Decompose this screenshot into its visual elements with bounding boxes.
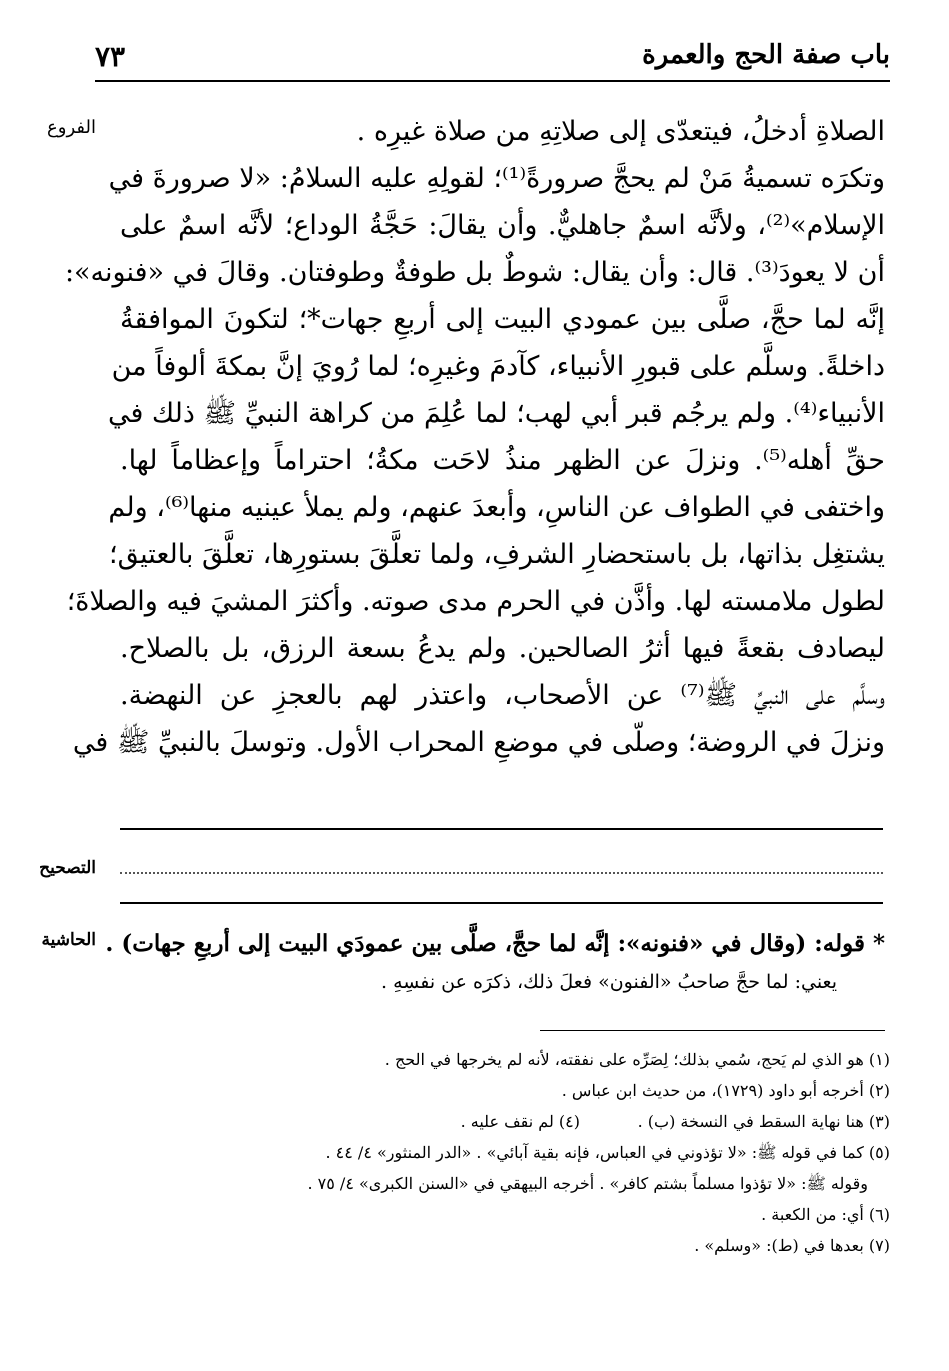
running-header	[95, 38, 890, 78]
footnotes	[120, 1044, 890, 1261]
footnote: (٧) بعدها في (ط): «وسلم» .	[694, 1236, 890, 1255]
hashiya-section	[105, 924, 885, 1000]
main-line: داخلةً. وسلَّم على قبورِ الأنبياء، كآدمَ وغيرِه؛ لما رُويَ إنَّ بمكةَ ألوفاً من	[111, 351, 885, 382]
label-hashiya: الحاشية	[41, 930, 96, 950]
chapter-title: باب صفة الحج والعمرة	[642, 40, 890, 70]
main-line: الإسلام»⁽²⁾، ولأنَّه اسمٌ جاهليٌّ. وأن يقالَ: حَجَّةُ الوداع؛ لأنَّه اسمٌ على	[120, 210, 885, 241]
main-line: وسلَّم على النبيِّ ﷺ⁽⁷⁾ عن الأصحاب، واعتذر لهم بالعجزِ عن النهضة.	[120, 680, 885, 711]
main-line: الصلاةِ أدخلُ، فيتعدّى إلى صلاتِهِ من صلاة غيرِه .	[356, 116, 885, 147]
main-line: إنَّه لما حجَّ، صلَّى بين عمودي البيت إلى أربعِ جهات*؛ لتكونَ الموافقةُ	[120, 304, 885, 335]
main-line: الأنبياء⁽⁴⁾. ولم يرجُم قبر أبي لهب؛ لما عُلِمَ من كراهة النبيِّ ﷺ ذلك في	[107, 398, 885, 429]
label-tashih: التصحيح	[39, 858, 96, 878]
footnote-pair	[120, 1106, 890, 1137]
main-line: ونزلَ في الروضة؛ وصلّى في موضعِ المحراب الأول. وتوسلَ بالنبيِّ ﷺ في	[72, 727, 885, 758]
footnote-divider	[540, 1030, 885, 1031]
footnote: (١) هو الذي لم يَحج، سُمي بذلك؛ لِصَرِّه على نفقته، لأنه لم يخرجها في الحج .	[384, 1050, 890, 1069]
main-line: يشتغِل بذاتها، بل باستحضارِ الشرفِ، ولما تعلَّقَ بستورِها، تعلَّقَ بالعتيق؛	[109, 539, 885, 570]
hashiya-comment: يعني: لما حجَّ صاحبُ «الفنون» فعلَ ذلك، ذكرَه عن نفسِهِ .	[381, 971, 837, 993]
footnote: (٢) أخرجه أبو داود (١٧٢٩)، من حديث ابن عباس .	[561, 1081, 890, 1100]
label-furu: الفروع	[47, 117, 96, 138]
tashih-dotted-line	[120, 872, 883, 874]
footnote: (٤) لم نقف عليه .	[460, 1112, 580, 1131]
main-divider	[120, 828, 883, 830]
page-number: ٧٣	[95, 40, 126, 73]
hashiya-quote: * قوله: (وقال في «فنونه»: إنَّه لما حجَّ، صلَّى بين عمودَي البيت إلى أربعِ جهات) .	[105, 930, 885, 957]
main-line: وتكرَه تسميةُ مَنْ لم يحجَّ صرورةً⁽¹⁾؛ لقولِهِ عليه السلامُ: «لا صرورةَ في	[108, 163, 885, 194]
footnote-continuation: وقوله ﷺ: «لا تؤذوا مسلماً بشتم كافر» . أخرجه البيهقي في «السنن الكبرى» ٤/ ٧٥ .	[307, 1174, 868, 1193]
main-line: لطول ملامسته لها. وأذَّن في الحرم مدى صوته. وأكثرَ المشيَ فيه والصلاةَ؛	[66, 586, 885, 617]
header-rule	[95, 80, 890, 82]
footnote: (٦) أي: من الكعبة .	[761, 1205, 890, 1224]
main-line: ليصادف بقعةً فيها أثرُ الصالحين. ولم يدعُ بسعة الرزق، بل بالصلاح.	[120, 633, 885, 664]
footnote: (٥) كما في قوله ﷺ: «لا تؤذوني في العباس، فإنه بقية آبائي» . «الدر المنثور» ٤/ ٤٤ .	[325, 1143, 890, 1162]
main-line: حقِّ أهله⁽⁵⁾. ونزلَ عن الظهر منذُ لاحَت مكةُ؛ احتراماً وإعظاماً لها.	[120, 445, 885, 476]
footnote: (٣) هنا نهاية السقط في النسخة (ب) .	[637, 1112, 890, 1131]
main-line: واختفى في الطواف عن الناسِ، وأبعدَ عنهم، ولم يملأ عينيه منها⁽⁶⁾، ولم	[108, 492, 885, 523]
tashih-divider	[120, 902, 883, 904]
main-line: أن لا يعودَ⁽³⁾. قال: وأن يقال: شوطٌ بل طوفةٌ وطوفتان. وقالَ في «فنونه»:	[64, 257, 885, 288]
